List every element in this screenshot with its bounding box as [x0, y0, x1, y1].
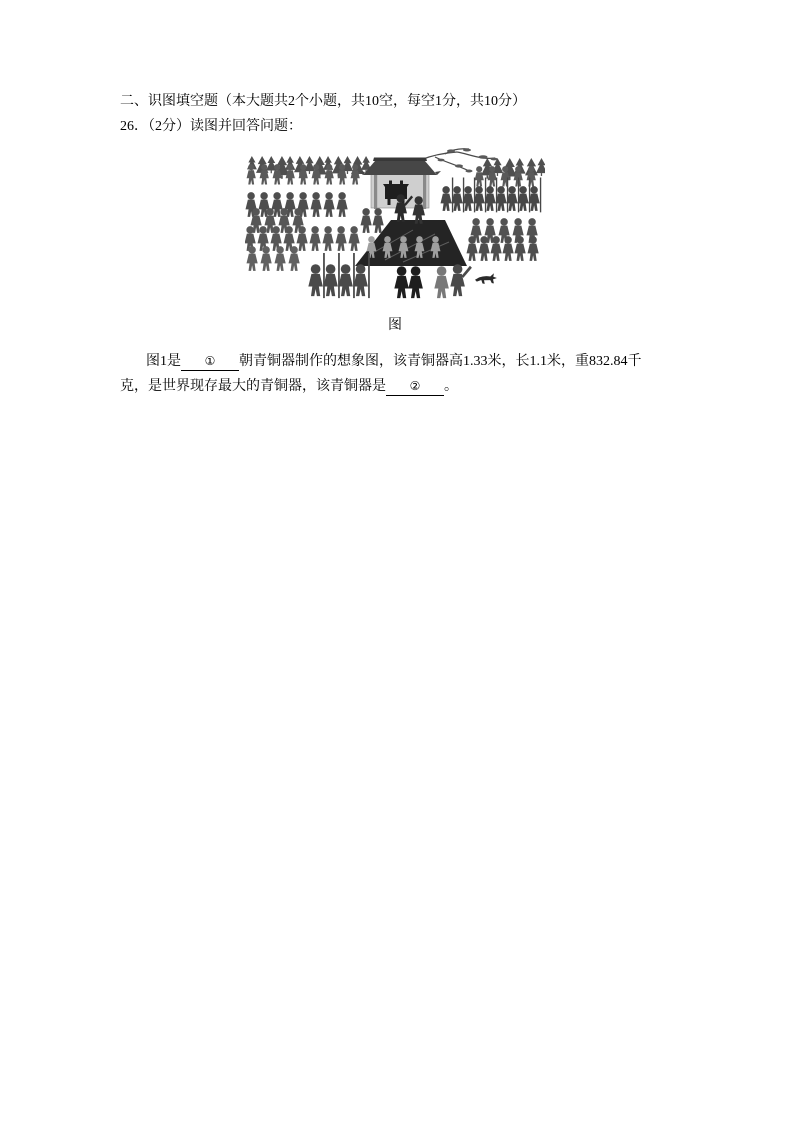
- body-text: 克，是世界现存最大的青铜器，该青铜器是: [120, 379, 386, 394]
- answer-blank: [386, 378, 444, 396]
- person-figure: [308, 253, 325, 298]
- person-figure: [309, 226, 320, 251]
- person-figure: [466, 236, 477, 261]
- body-text: 图1是: [146, 354, 181, 369]
- body-line: [120, 374, 680, 399]
- figure: [245, 148, 545, 335]
- person-figure: [322, 226, 333, 251]
- dog-figure: [475, 273, 497, 284]
- body-text: 朝青铜器制作的想象图，该青铜器高1.33米，长1.1米，重832.84千: [239, 354, 642, 369]
- person-figure: [475, 166, 484, 186]
- person-figure: [296, 226, 307, 251]
- person-figure: [462, 178, 475, 213]
- pine-tree: [536, 158, 545, 176]
- bronze-casting-illustration: [245, 148, 545, 310]
- person-figure: [360, 208, 371, 233]
- person-figure: [335, 226, 346, 251]
- figure-caption: 图: [388, 318, 402, 333]
- person-figure: [440, 178, 453, 213]
- person-figure: [323, 253, 340, 298]
- person-figure: [336, 192, 347, 217]
- person-figure: [502, 236, 513, 261]
- person-figure: [408, 266, 423, 298]
- person-figure: [450, 264, 472, 296]
- body-text: 。: [444, 379, 458, 394]
- person-figure: [338, 253, 355, 298]
- blank-number: ①: [204, 354, 216, 368]
- person-figure: [348, 226, 359, 251]
- question-number-line: 26．（2分）读图并回答问题：: [120, 119, 302, 134]
- person-figure: [372, 208, 383, 233]
- person-figure: [394, 266, 409, 298]
- answer-blank: [181, 353, 239, 371]
- person-figure: [310, 192, 321, 217]
- person-figure: [434, 266, 449, 298]
- question-body: [120, 349, 680, 399]
- person-figure: [274, 246, 285, 271]
- body-line: [120, 349, 680, 374]
- blank-number: ②: [409, 379, 421, 393]
- person-figure: [451, 178, 464, 213]
- person-figure: [323, 192, 334, 217]
- section-heading: 二、识图填空题（本大题共2个小题，共10空，每空1分，共10分）: [120, 94, 526, 109]
